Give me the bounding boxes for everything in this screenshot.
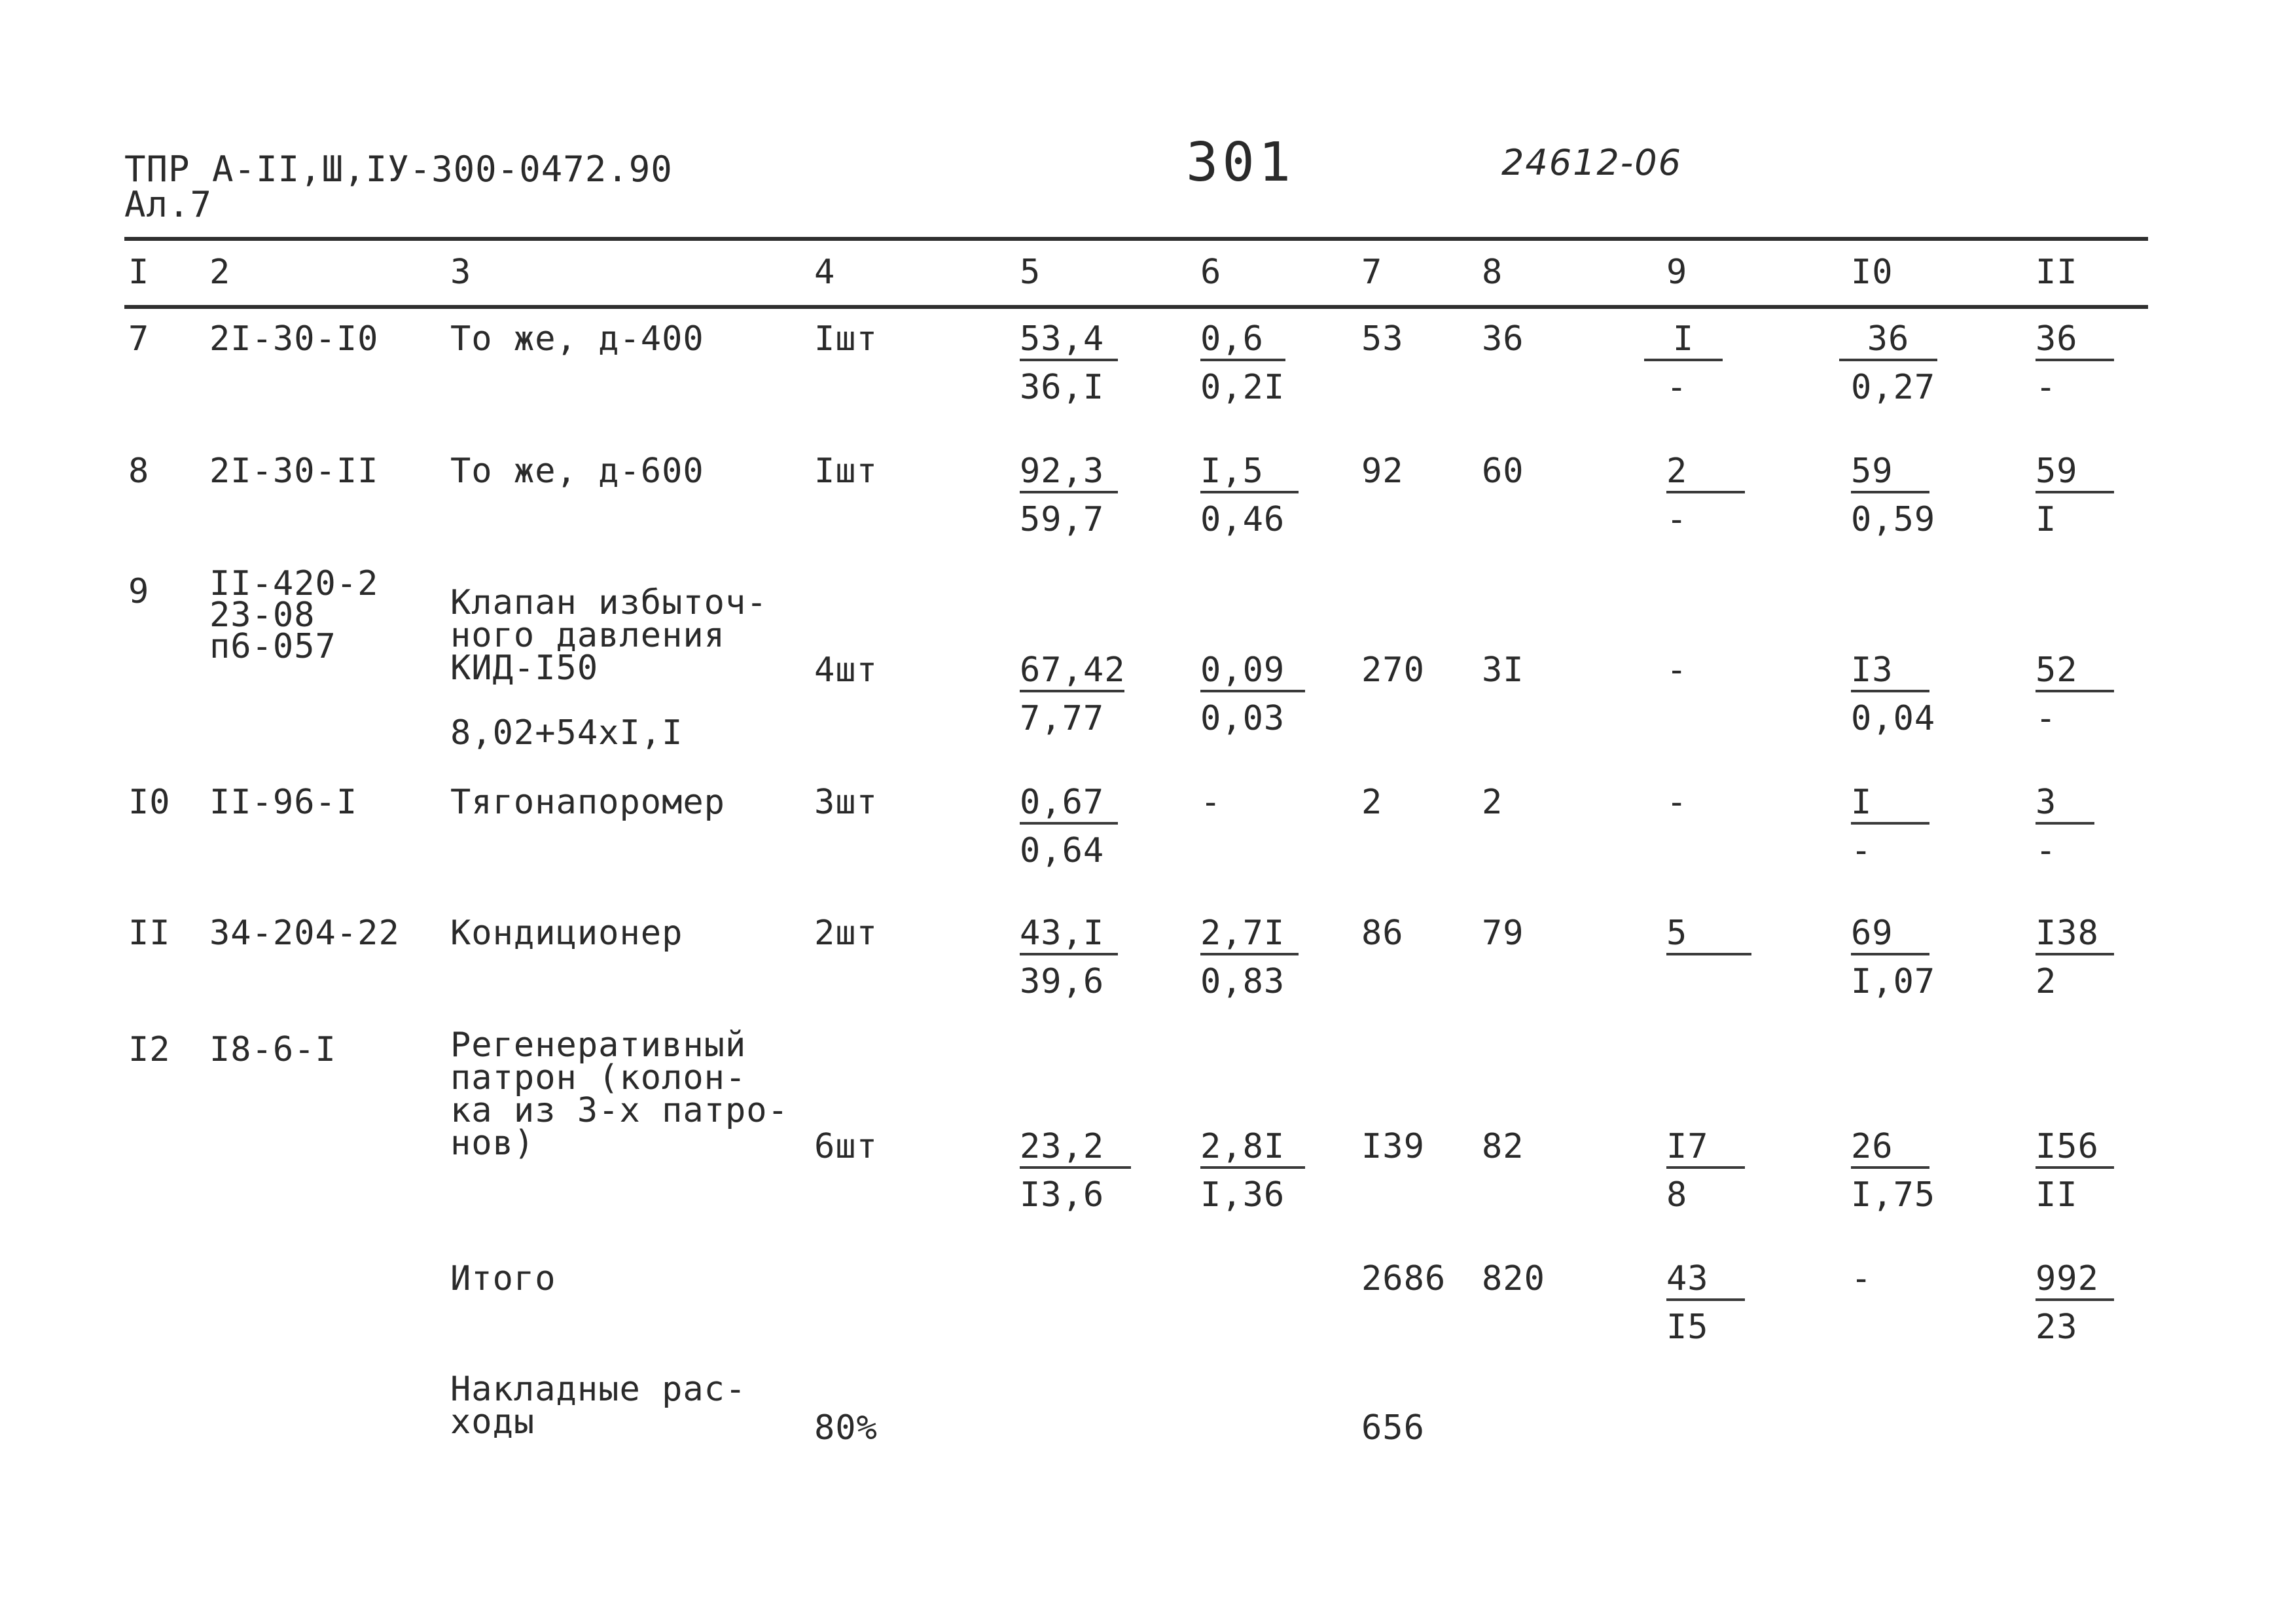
total-col10: - <box>1851 1259 1873 1298</box>
column-number: 8 <box>1482 253 1503 292</box>
column-number: 5 <box>1020 253 1041 292</box>
col5-denominator: 0,64 <box>1020 831 1105 870</box>
col5-numerator: 23,2 <box>1020 1130 1131 1169</box>
row-number: 7 <box>128 319 150 359</box>
column-number: 7 <box>1361 253 1383 292</box>
col5-numerator: 67,42 <box>1020 653 1124 692</box>
total-label: Итого <box>450 1259 556 1298</box>
col9-denominator: - <box>1666 500 1688 539</box>
col6-denominator: 0,83 <box>1200 962 1285 1001</box>
col6-numerator: 0,09 <box>1200 653 1305 692</box>
column-number: I0 <box>1851 253 1893 292</box>
col5-denominator: 36,I <box>1020 368 1105 407</box>
col6-denominator: 0,2I <box>1200 368 1285 407</box>
col9-value: - <box>1666 651 1688 690</box>
col10-denominator: I,07 <box>1851 962 1936 1001</box>
column-number: 6 <box>1200 253 1222 292</box>
col8-value: 60 <box>1482 452 1524 491</box>
col9-numerator: 2 <box>1666 454 1745 493</box>
col10-numerator: I <box>1851 785 1929 825</box>
col9-numerator: I <box>1644 322 1723 361</box>
column-number: I <box>128 253 150 292</box>
col8-value: 3I <box>1482 651 1524 690</box>
col11-numerator: 52 <box>2036 653 2114 692</box>
col9-denominator: 8 <box>1666 1175 1688 1215</box>
overhead-label: Накладные рас- ходы <box>450 1370 747 1442</box>
row-number: I0 <box>128 783 171 822</box>
item-code: II-96-I <box>209 783 358 822</box>
col9-denominator: - <box>1666 368 1688 407</box>
col6-numerator: 0,6 <box>1200 322 1285 361</box>
overhead-percent: 80% <box>814 1408 878 1448</box>
page-number: 301 <box>1186 132 1295 194</box>
item-code: 2I-30-I0 <box>209 319 379 359</box>
album-number: Ал.7 <box>124 184 213 225</box>
col8-value: 82 <box>1482 1127 1524 1166</box>
column-number: 4 <box>814 253 836 292</box>
item-code: II-420-2 23-08 п6-057 <box>209 564 379 666</box>
col7-value: 86 <box>1361 914 1404 953</box>
item-code: 2I-30-II <box>209 452 379 491</box>
handwritten-number: 24612-06 <box>1501 142 1682 183</box>
col11-numerator: 59 <box>2036 454 2114 493</box>
col9-numerator: I7 <box>1666 1130 1745 1169</box>
col10-denominator: I,75 <box>1851 1175 1936 1215</box>
item-quantity: Iшт <box>814 452 878 491</box>
item-code: 34-204-22 <box>209 914 400 953</box>
total-col9-denominator: I5 <box>1666 1308 1709 1347</box>
header-rule <box>124 305 2148 309</box>
col10-denominator: 0,27 <box>1851 368 1936 407</box>
col5-numerator: 53,4 <box>1020 322 1118 361</box>
col11-denominator: - <box>2036 368 2057 407</box>
item-name: Регенеративный патрон (колон- ка из 3-х патро- нов) <box>450 1026 789 1163</box>
col11-denominator: II <box>2036 1175 2078 1215</box>
col5-numerator: 0,67 <box>1020 785 1118 825</box>
col11-numerator: I38 <box>2036 916 2114 955</box>
col5-numerator: 43,I <box>1020 916 1118 955</box>
item-quantity: 3шт <box>814 783 878 822</box>
item-name: Клапан избыточ- ного давления КИД-I50 <box>450 583 768 688</box>
total-col8: 820 <box>1482 1259 1545 1298</box>
item-code: I8-6-I <box>209 1030 336 1069</box>
col7-value: 270 <box>1361 651 1425 690</box>
item-quantity: 6шт <box>814 1127 878 1166</box>
document-code: ТПР А-II,Ш,IУ-300-0472.90 <box>124 149 673 190</box>
col10-numerator: 26 <box>1851 1130 1929 1169</box>
col10-numerator: I3 <box>1851 653 1929 692</box>
column-number: 3 <box>450 253 472 292</box>
col10-denominator: 0,59 <box>1851 500 1936 539</box>
row-number: 8 <box>128 452 150 491</box>
total-col7: 2686 <box>1361 1259 1446 1298</box>
col8-value: 36 <box>1482 319 1524 359</box>
col9-numerator: 5 <box>1666 916 1751 955</box>
col10-denominator: 0,04 <box>1851 699 1936 738</box>
row-number: I2 <box>128 1030 171 1069</box>
item-name: Кондиционер <box>450 914 683 953</box>
col11-numerator: 3 <box>2036 785 2094 825</box>
col10-numerator: 59 <box>1851 454 1929 493</box>
col11-numerator: I56 <box>2036 1130 2114 1169</box>
total-col11-denominator: 23 <box>2036 1308 2078 1347</box>
col10-numerator: 36 <box>1839 322 1937 361</box>
col7-value: 2 <box>1361 783 1383 822</box>
col9-value: - <box>1666 783 1688 822</box>
item-name: То же, д-400 <box>450 319 704 359</box>
col7-value: I39 <box>1361 1127 1425 1166</box>
col5-denominator: 7,77 <box>1020 699 1105 738</box>
item-name: То же, д-600 <box>450 452 704 491</box>
col10-denominator: - <box>1851 831 1873 870</box>
col11-denominator: I <box>2036 500 2057 539</box>
column-number: 9 <box>1666 253 1688 292</box>
column-number: 2 <box>209 253 231 292</box>
col11-denominator: - <box>2036 831 2057 870</box>
col7-value: 53 <box>1361 319 1404 359</box>
col11-numerator: 36 <box>2036 322 2114 361</box>
col6-numerator: 2,7I <box>1200 916 1299 955</box>
col5-denominator: 59,7 <box>1020 500 1105 539</box>
col10-numerator: 69 <box>1851 916 1929 955</box>
col11-denominator: - <box>2036 699 2057 738</box>
item-name: Тягонапоромер <box>450 783 725 822</box>
total-col9-numerator: 43 <box>1666 1262 1745 1301</box>
col6-denominator: I,36 <box>1200 1175 1285 1215</box>
col5-numerator: 92,3 <box>1020 454 1118 493</box>
col6-numerator: I,5 <box>1200 454 1299 493</box>
col7-value: 92 <box>1361 452 1404 491</box>
col6-denominator: 0,03 <box>1200 699 1285 738</box>
top-rule <box>124 237 2148 241</box>
row-number: II <box>128 914 171 953</box>
total-col11-numerator: 992 <box>2036 1262 2114 1301</box>
col8-value: 79 <box>1482 914 1524 953</box>
column-number: II <box>2036 253 2078 292</box>
col6-value: - <box>1200 783 1222 822</box>
overhead-col7: 656 <box>1361 1408 1425 1448</box>
col5-denominator: 39,6 <box>1020 962 1105 1001</box>
col5-denominator: I3,6 <box>1020 1175 1105 1215</box>
item-formula: 8,02+54xI,I <box>450 713 683 753</box>
item-quantity: Iшт <box>814 319 878 359</box>
item-quantity: 4шт <box>814 651 878 690</box>
item-quantity: 2шт <box>814 914 878 953</box>
col6-numerator: 2,8I <box>1200 1130 1305 1169</box>
row-number: 9 <box>128 572 150 611</box>
col8-value: 2 <box>1482 783 1503 822</box>
col11-denominator: 2 <box>2036 962 2057 1001</box>
col6-denominator: 0,46 <box>1200 500 1285 539</box>
